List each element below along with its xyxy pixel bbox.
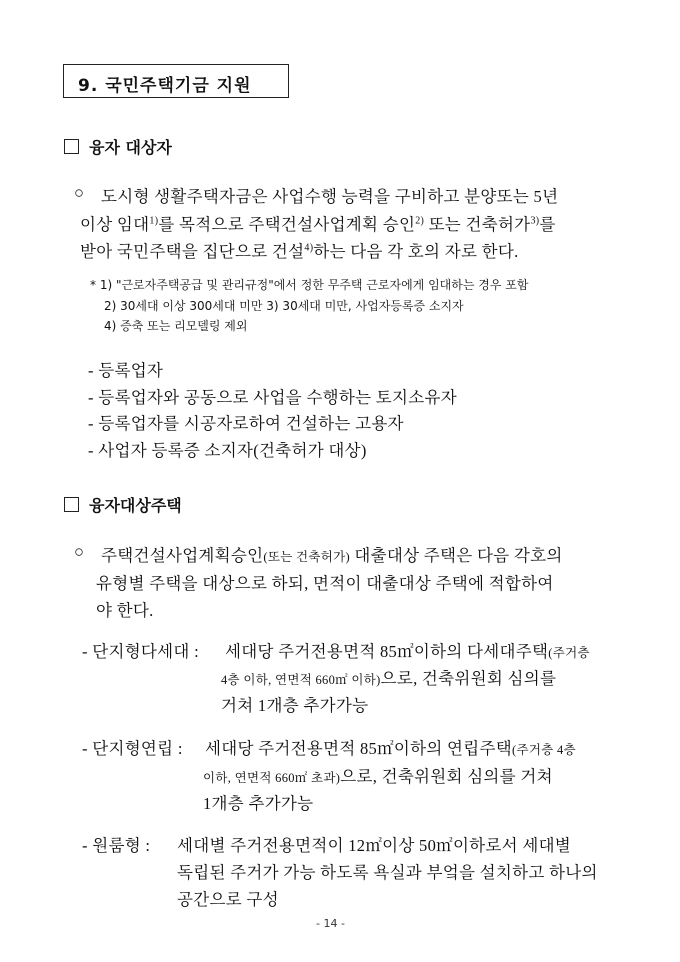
footnote-ref: 4) bbox=[304, 242, 314, 254]
text-segment: 도시형 생활주택자금은 사업수행 능력을 구비하고 분양또는 5년 bbox=[101, 187, 559, 206]
type-desc-line-2: 독립된 주거가 가능 하도록 욕실과 부엌을 설치하고 하나의 bbox=[177, 863, 598, 882]
type-desc-line-1 bbox=[205, 735, 576, 759]
list-item: - 등록업자와 공동으로 사업을 수행하는 토지소유자 bbox=[88, 388, 457, 407]
text-segment: 세대당 주거전용면적 85㎡이하의 연립주택 bbox=[205, 739, 512, 758]
paragraph-line-2 bbox=[80, 211, 556, 235]
list-item: - 사업자 등록증 소지자(건축허가 대상) bbox=[88, 441, 367, 460]
text-segment-small: 4층 이하, 연면적 660㎡ 이하) bbox=[221, 673, 381, 687]
checkbox-square-icon bbox=[64, 497, 79, 512]
intro-line-3: 야 한다. bbox=[96, 601, 154, 620]
paragraph-line-3 bbox=[80, 238, 519, 262]
type-desc-line-1 bbox=[225, 638, 590, 662]
text-segment: 를 목적으로 주택건설사업계획 승인 bbox=[158, 215, 416, 234]
section-heading-loan-recipients bbox=[64, 135, 172, 158]
intro-line-2: 유형별 주택을 대상으로 하되, 면적이 대출대상 주택에 적합하여 bbox=[96, 574, 554, 593]
type-desc-line-3: 공간으로 구성 bbox=[177, 890, 279, 909]
footnote-ref: 2) bbox=[415, 215, 425, 227]
footnote-ref: 1) bbox=[149, 215, 159, 227]
text-segment: 대출대상 주택은 다음 각호의 bbox=[350, 546, 563, 565]
footnote-ref: 3) bbox=[530, 215, 540, 227]
section-heading-text: 융자대상주택 bbox=[89, 496, 182, 515]
intro-line-1 bbox=[101, 542, 563, 566]
bullet-mark: ○ bbox=[74, 542, 85, 561]
section-heading-eligible-housing bbox=[64, 493, 182, 516]
text-segment: 으로, 건축위원회 심의를 거쳐 bbox=[340, 767, 553, 786]
text-segment: 주택건설사업계획승인 bbox=[101, 546, 264, 565]
type-desc-line-3: 거쳐 1개층 추가가능 bbox=[221, 696, 369, 715]
paragraph-line-1 bbox=[101, 183, 558, 207]
type-desc-line-1: 세대별 주거전용면적이 12㎡이상 50㎡이하로서 세대별 bbox=[177, 836, 572, 855]
list-item: - 등록업자 bbox=[88, 361, 164, 380]
type-desc-line-2 bbox=[203, 763, 553, 787]
type-desc-line-3: 1개층 추가가능 bbox=[203, 794, 314, 813]
text-segment-small: (주거층 bbox=[548, 646, 590, 660]
list-item: - 등록업자를 시공자로하여 건설하는 고용자 bbox=[88, 414, 404, 433]
title-box bbox=[63, 64, 289, 98]
section-heading-text: 융자 대상자 bbox=[89, 138, 172, 157]
type-label-dasedae: - 단지형다세대 : bbox=[82, 642, 199, 661]
page-number: - 14 - bbox=[316, 917, 345, 930]
text-segment: 이상 임대 bbox=[80, 215, 150, 234]
type-label-oneroom: - 원룸형 : bbox=[82, 836, 151, 855]
checkbox-square-icon bbox=[64, 139, 79, 154]
type-desc-line-2 bbox=[221, 665, 556, 689]
text-segment: 받아 국민주택을 집단으로 건설 bbox=[80, 242, 305, 261]
bullet-mark: ○ bbox=[74, 183, 85, 202]
text-segment: 으로, 건축위원회 심의를 bbox=[380, 669, 557, 688]
text-segment: 또는 건축허가 bbox=[424, 215, 531, 234]
text-segment: 하는 다음 각 호의 자로 한다. bbox=[313, 242, 519, 261]
text-segment-small: 이하, 연면적 660㎡ 초과) bbox=[203, 771, 341, 785]
text-segment: 세대당 주거전용면적 85㎡이하의 다세대주택 bbox=[225, 642, 549, 661]
note-line-3: 4) 증축 또는 리모델링 제외 bbox=[104, 319, 248, 333]
text-segment: 를 bbox=[539, 215, 556, 234]
note-line-1: * 1) "근로자주택공급 및 관리규정"에서 정한 무주택 근로자에게 임대하는 경우 포함 bbox=[90, 278, 529, 292]
text-segment-small: (또는 건축허가) bbox=[263, 550, 350, 564]
note-line-2: 2) 30세대 이상 300세대 미만 3) 30세대 미만, 사업자등록증 소지자 bbox=[104, 299, 464, 313]
text-segment-small: (주거층 4층 bbox=[512, 743, 576, 757]
page-title: 9. 국민주택기금 지원 bbox=[78, 76, 252, 96]
type-label-yeollip: - 단지형연립 : bbox=[82, 739, 183, 758]
